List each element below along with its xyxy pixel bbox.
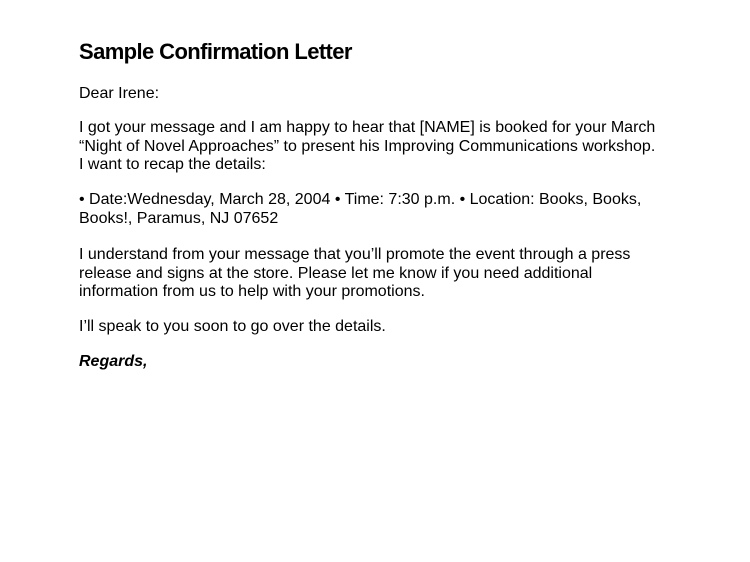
text-line: I want to recap the details:	[79, 156, 266, 173]
letter-greeting: Dear Irene:	[79, 85, 160, 102]
text-line: release and signs at the store. Please let me know if you need additional	[79, 264, 593, 282]
letter-closing: Regards,	[79, 353, 148, 370]
text-line: information from us to help with your promotions.	[79, 283, 425, 300]
paragraph-promotion	[79, 246, 630, 302]
paragraph-booking-confirmation	[79, 119, 655, 175]
event-details	[79, 191, 641, 228]
text-line: “Night of Novel Approaches” to present his Improving Communications workshop.	[79, 137, 656, 155]
text-line: I got your message and I am happy to hear that [NAME] is booked for your March	[79, 119, 656, 136]
text-line: I understand from your message that you’ll promote the event through a press	[79, 246, 631, 263]
text-line: • Date:Wednesday, March 28, 2004 • Time: 7:30 p.m. • Location: Books, Books,	[79, 191, 642, 208]
text-line: Books!, Paramus, NJ 07652	[79, 209, 279, 227]
letter-title: Sample Confirmation Letter	[79, 39, 352, 64]
paragraph-follow-up: I’ll speak to you soon to go over the details.	[79, 318, 386, 335]
